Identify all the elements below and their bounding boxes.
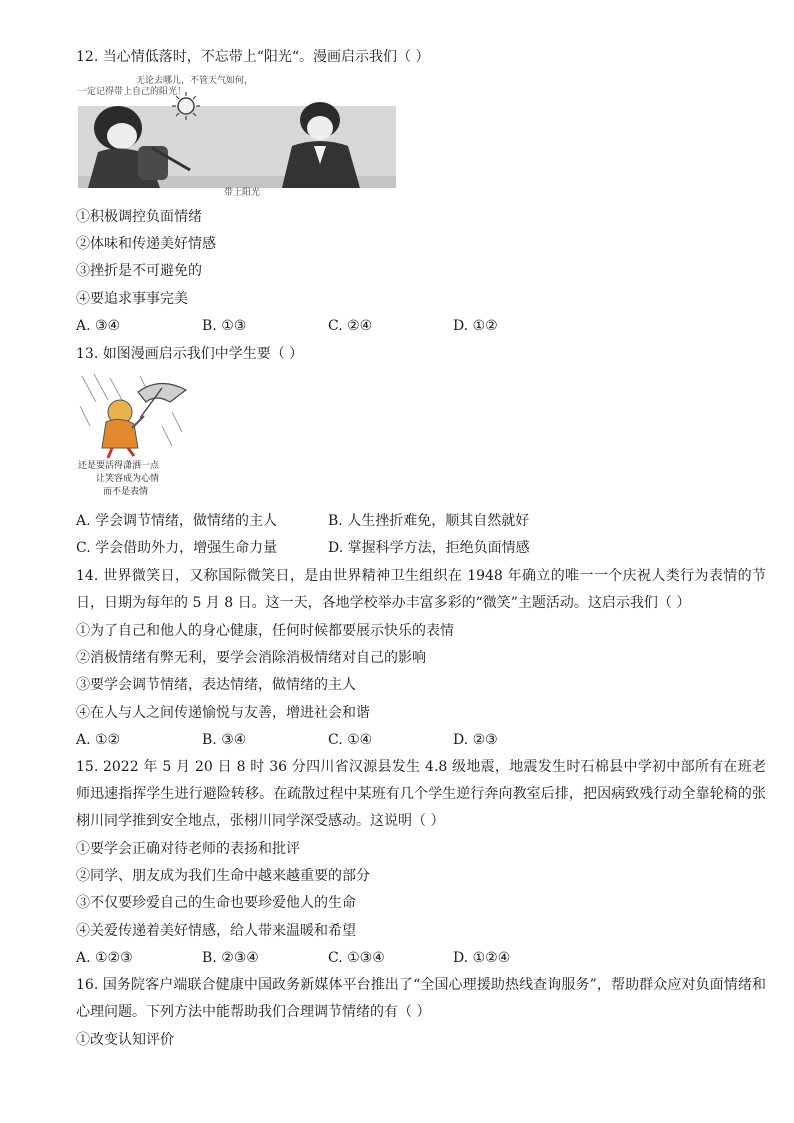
question-12-comic [78, 72, 396, 200]
question-13-option-c[interactable]: C. 学会借助外力，增强生命力量 [76, 540, 278, 556]
question-14-item-3: ③要学会调节情绪，表达情绪，做情绪的主人 [76, 677, 356, 693]
comic-top-text-line2: 一定记得带上自己的阳光！ [78, 87, 187, 97]
question-16-stem: 16. 国务院客户端联合健康中国政务新媒体平台推出了“全国心理援助热线查询服务”，帮助群众应对负面情绪和心理问题。下列方法中能帮助我们合理调节情绪的有（ ） [76, 977, 766, 1020]
comic-text-line3: 而不是表情 [103, 487, 149, 497]
question-14-item-4: ④在人与人之间传递愉悦与友善，增进社会和谐 [76, 705, 370, 721]
question-15-item-1: ①要学会正确对待老师的表扬和批评 [76, 841, 300, 857]
question-12-stem: 12. 当心情低落时，不忘带上“阳光“。漫画启示我们（ ） [76, 49, 430, 65]
question-14-stem: 14. 世界微笑日，又称国际微笑日，是由世界精神卫生组织在 1948 年确立的唯一一个庆祝人类行为表情的节日，日期为每年的 5 月 8 日。这一天，各地学校举办丰富多彩的“微笑”主题活动。这启示我们（ ） [76, 568, 766, 611]
question-15-option-d[interactable]: D. ①②④ [453, 950, 511, 966]
question-15-option-a[interactable]: A. ①②③ [76, 950, 133, 966]
question-13-option-b[interactable]: B. 人生挫折难免，顺其自然就好 [328, 513, 530, 529]
question-13-stem: 13. 如图漫画启示我们中学生要（ ） [76, 346, 304, 362]
question-14-item-2: ②消极情绪有弊无利，要学会消除消极情绪对自己的影响 [76, 650, 426, 666]
comic-text-line2: 让笑容成为心情 [96, 474, 160, 484]
question-12-option-a[interactable]: A. ③④ [76, 318, 121, 334]
question-14-option-c[interactable]: C. ①④ [328, 732, 373, 748]
comic-top-text-line1: 无论去哪儿，不管天气如何， [136, 76, 254, 86]
question-15-option-b[interactable]: B. ②③④ [202, 950, 259, 966]
question-15-stem: 15. 2022 年 5 月 20 日 8 时 36 分四川省汉源县发生 4.8 级地震，地震发生时石棉县中学初中部所有在班老师迅速指挥学生进行避险转移。在疏散过程中某班有几个学生逆行奔向教室后排，把因病致残行动全靠轮椅的张栩川同学推到安全地点，张栩川同学深受感动。这说明（ ） [76, 759, 766, 829]
comic-text-line1: 还是要活得潇洒一点 [78, 461, 160, 471]
question-14-option-b[interactable]: B. ③④ [202, 732, 247, 748]
question-12-option-c[interactable]: C. ②④ [328, 318, 373, 334]
question-13-option-d[interactable]: D. 掌握科学方法，拒绝负面情感 [328, 540, 530, 556]
question-14-option-d[interactable]: D. ②③ [453, 732, 498, 748]
question-12-option-b[interactable]: B. ①③ [202, 318, 247, 334]
question-15-item-4: ④关爱传递着美好情感，给人带来温暖和希望 [76, 923, 356, 939]
question-12-item-2: ②体味和传递美好情感 [76, 236, 216, 252]
question-14-item-1: ①为了自己和他人的身心健康，任何时候都要展示快乐的表情 [76, 623, 454, 639]
question-13-comic [76, 372, 194, 502]
question-12-item-3: ③挫折是不可避免的 [76, 263, 202, 279]
question-12-option-d[interactable]: D. ①② [453, 318, 498, 334]
comic-caption: 带上阳光 [224, 188, 261, 198]
question-15-item-2: ②同学、朋友成为我们生命中越来越重要的部分 [76, 868, 370, 884]
question-12-item-1: ①积极调控负面情绪 [76, 209, 202, 225]
rain-umbrella-comic-illustration [76, 372, 194, 462]
question-12-item-4: ④要追求事事完美 [76, 291, 188, 307]
question-14-option-a[interactable]: A. ①② [76, 732, 121, 748]
question-13-option-a[interactable]: A. 学会调节情绪，做情绪的主人 [76, 513, 278, 529]
question-15-option-c[interactable]: C. ①③④ [328, 950, 385, 966]
question-15-item-3: ③不仅要珍爱自己的生命也要珍爱他人的生命 [76, 895, 356, 911]
question-16-item-1: ①改变认知评价 [76, 1032, 174, 1048]
